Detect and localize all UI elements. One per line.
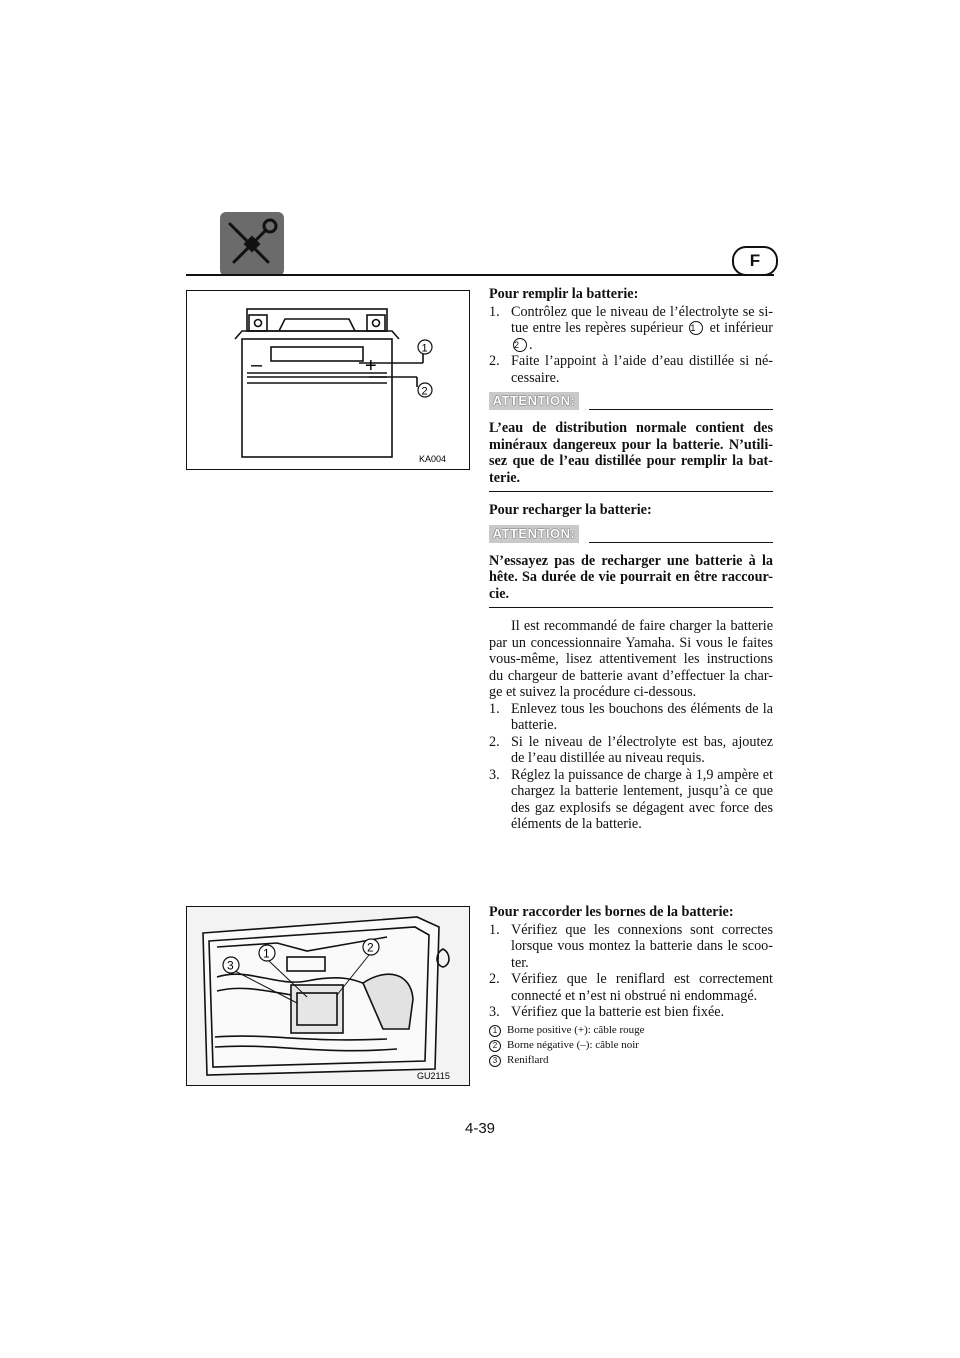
minus-sign: – [251,354,263,376]
legend-item: 1 Borne positive (+): câble rouge [489,1023,773,1038]
plus-sign: + [365,355,377,377]
header-rule [186,274,774,276]
text-column-top [489,286,773,833]
attention-text: L’eau de distribution normale contient des minéraux dangereux pour la batterie. N’utili-sez que de l’eau distillée pour remplir la bat-terie. [489,420,773,486]
callout-1: 1 [263,946,270,961]
legend [489,1023,773,1068]
marker-1: 1 [689,321,703,335]
connect-step-3: 3. Vérifiez que la batterie est bien fixée. [489,1004,725,1020]
recharge-step-3: 3. Réglez la puissance de charge à 1,9 ampère et chargez la batterie lentement, jusqu’à ce que des gaz explosifs se dégagent avec force des éléments de la batterie. [489,766,773,832]
callout-1: 1 [421,342,428,355]
attention-text: N’essayez pas de recharger une batterie à la hête. Sa durée de vie pourrait en être raccour-cie. [489,552,773,602]
attention-end-rule [489,607,773,608]
recharge-step-2: 2. Si le niveau de l’électrolyte est bas, ajoutez de l’eau distillée au niveau requis. [489,733,773,766]
attention-header [489,392,773,412]
callout-2: 2 [367,940,374,955]
battery-illustration [186,290,470,470]
figure-code: KA004 [419,454,447,464]
fill-step-1: 1. Contrôlez que le niveau de l’électrolyte se si-tue entre les repères supérieur 1 et inférieur 2 . [489,303,773,353]
compartment-illustration [186,906,470,1086]
attention-label: ATTENTION: [489,392,579,410]
recharge-paragraph: Il est recommandé de faire charger la batterie par un concessionnaire Yamaha. Si vous le faites vous-même, lisez attentivement les instructions du chargeur de batterie avant d’effectuer la char-ge et suivez la procédure ci-dessous. [489,618,773,700]
figure-code: GU2115 [417,1071,450,1081]
callout-3: 3 [227,958,234,973]
attention-header [489,525,773,545]
fill-title: Pour remplir la batterie: [489,286,639,302]
recharge-title: Pour recharger la batterie: [489,502,652,518]
connect-step-1: 1. Vérifiez que les connexions sont correctes lorsque vous montez la batterie dans le scoo-ter. [489,921,773,971]
text-column-bottom [489,904,773,1068]
attention-end-rule [489,491,773,492]
legend-item: 3 Reniflard [489,1053,773,1068]
fill-step-2: 2. Faite l’appoint à l’aide d’eau distillée si né-cessaire. [489,353,773,386]
marker-2: 2 [513,338,527,352]
page-number: 4-39 [464,1120,496,1137]
recharge-step-1: 1. Enlevez tous les bouchons des éléments de la batterie. [489,700,773,733]
language-badge: F [732,246,778,276]
legend-item: 2 Borne négative (–): câble noir [489,1038,773,1053]
connect-step-2: 2. Vérifiez que le reniflard est correctement connecté et n’est ni obstrué ni endommagé. [489,971,773,1004]
connect-title: Pour raccorder les bornes de la batterie: [489,904,734,920]
attention-label: ATTENTION: [489,525,579,543]
callout-2: 2 [421,385,428,398]
wrench-screwdriver-icon [220,212,284,276]
